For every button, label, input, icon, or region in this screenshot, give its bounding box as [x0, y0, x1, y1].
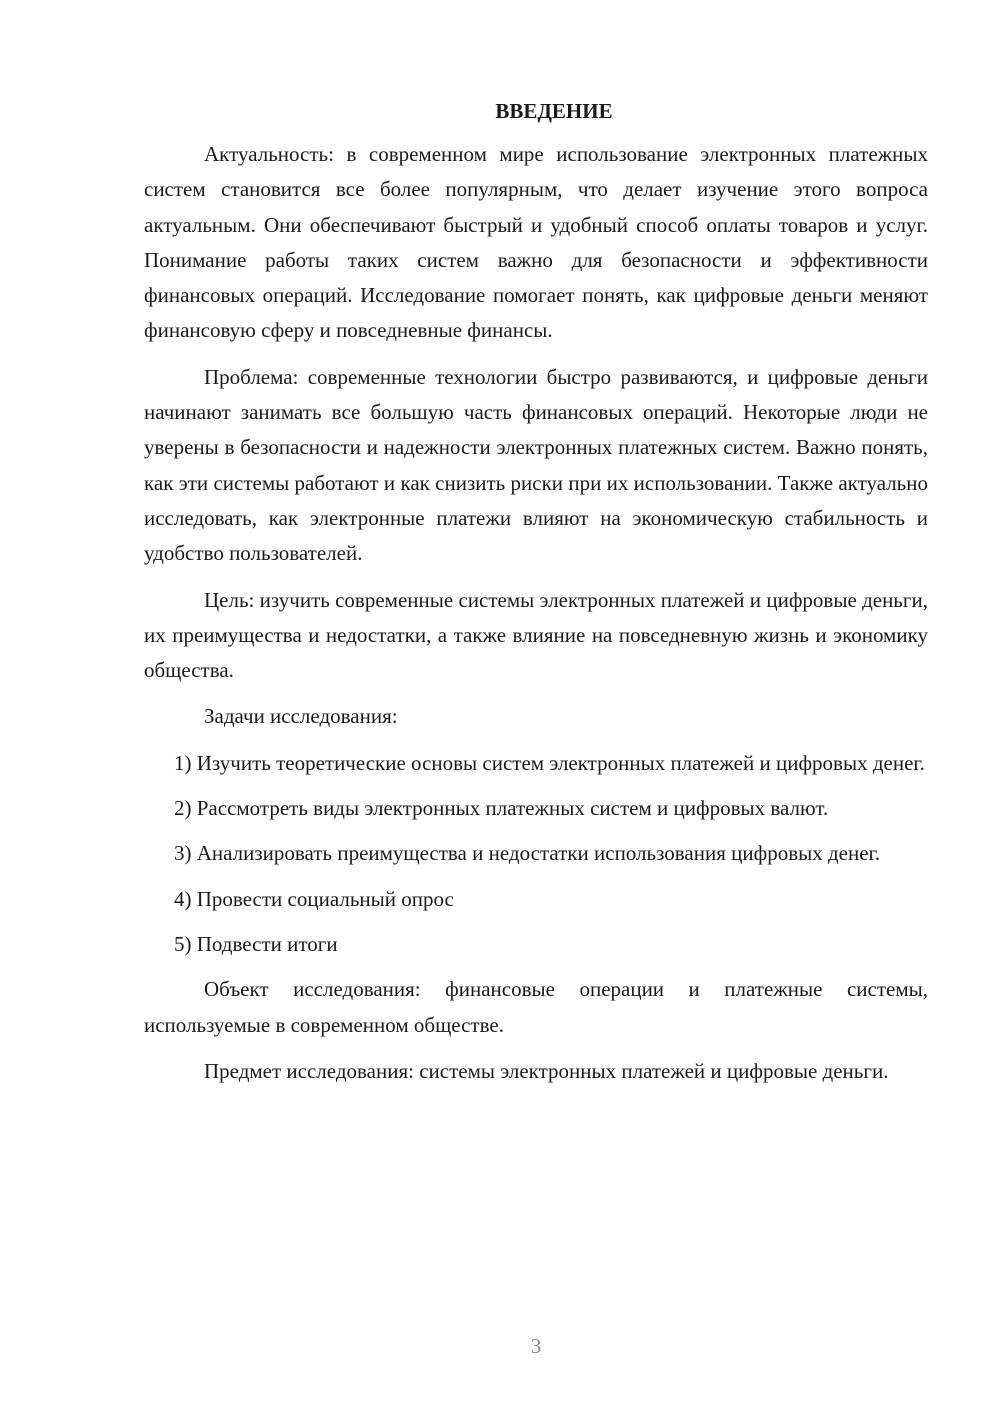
object-paragraph: Объект исследования: финансовые операции и платежные системы, используемые в современном обществе. [144, 977, 928, 1037]
goal-paragraph: Цель: изучить современные системы электронных платежей и цифровые деньги, их преимущества и недостатки, а также влияние на повседневную жизнь и экономику общества. [144, 587, 928, 683]
subject-paragraph: Предмет исследования: системы электронных платежей и цифровые деньги. [204, 1058, 889, 1083]
task-item-4: 4) Провести социальный опрос [174, 886, 454, 911]
section-title: ВВЕДЕНИЕ [495, 99, 613, 123]
relevance-paragraph: Актуальность: в современном мире использование электронных платежных систем становится все более популярным, что делает изучение этого вопроса актуальным. Они обеспечивают быстрый и удобный способ оплаты товаров и услуг. Понимание работы таких систем важно для безопасности и эффективности финансовых операций. Исследование помогает понять, как цифровые деньги меняют финансовую сферу и повседневные финансы. [144, 142, 928, 343]
task-item-3: 3) Анализировать преимущества и недостатки использования цифровых денег. [174, 841, 881, 866]
task-item-5: 5) Подвести итоги [174, 931, 338, 956]
page-number: 3 [530, 1334, 542, 1358]
tasks-heading: Задачи исследования: [204, 704, 398, 729]
task-item-2: 2) Рассмотреть виды электронных платежных систем и цифровых валют. [174, 796, 829, 821]
problem-paragraph: Проблема: современные технологии быстро развиваются, и цифровые деньги начинают занимать все большую часть финансовых операций. Некоторые люди не уверены в безопасности и надежности электронных платежных систем. Важно понять, как эти системы работают и как снизить риски при их использовании. Также актуально исследовать, как электронные платежи влияют на экономическую стабильность и удобство пользователей. [144, 364, 928, 566]
task-item-1: 1) Изучить теоретические основы систем электронных платежей и цифровых денег. [174, 750, 925, 775]
document-body [144, 96, 928, 1100]
